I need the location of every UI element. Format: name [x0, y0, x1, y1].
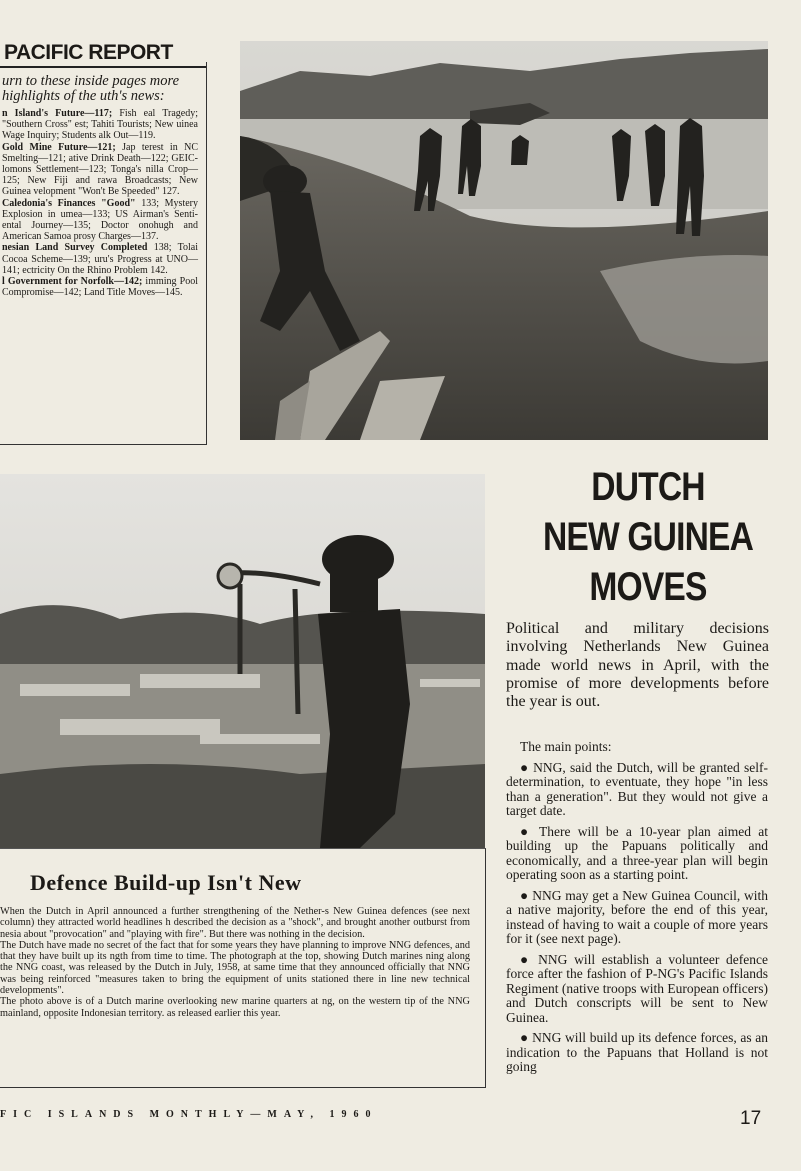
toc-entry-bold: n Island's Future—117; — [2, 108, 113, 119]
page-number: 17 — [740, 1108, 762, 1129]
toc-intro: urn to these inside pages more highlights of the uth's news: — [2, 73, 180, 104]
marine-bugler-photo — [0, 474, 485, 848]
article-intro: Political and military decisions involving Netherlands New Guinea made world news in April, with the promise of more developments before the year is out. — [506, 620, 769, 711]
toc-entry-bold: nesian Land Survey Completed — [2, 242, 148, 254]
article-headline — [510, 462, 786, 612]
defence-paragraph: When the Dutch in April announced a further strengthening of the Nether-s New Guinea defences (see next column) they attracted world headlines h described the decision as a "shock", and brought another outburst from nesia about "provocation" and "playing with fire". But there was nothing in the decision. — [0, 906, 470, 940]
main-points — [506, 740, 768, 1081]
toc-entry — [0, 108, 198, 142]
inside-pages-box — [0, 62, 207, 445]
bullet-icon: ● — [520, 823, 539, 839]
toc-entry — [0, 276, 198, 298]
point-item — [506, 1031, 768, 1075]
points-lead: The main points: — [520, 739, 612, 754]
point-text: There will be a 10-year plan aimed at building up the Papuans politically and economically, and a three-year plan will begin operating soon as a starting point. — [506, 823, 768, 882]
toc-entry-text: Fish eal Tragedy; "Southern Cross" est; Tahiti Tourists; New uinea Wage Inquiry; Students alk Out—119. — [2, 108, 199, 142]
toc-entry-bold: Caledonia's Finances "Good" — [2, 197, 136, 209]
point-text: NNG will build up its defence forces, as an indication to the Papuans that Holland is not going — [506, 1030, 769, 1074]
point-text: NNG will establish a volunteer defence force after the fashion of P-NG's Pacific Islands Regiment (native troops with European officers) and Dutch conscripts will be sent to New Guinea. — [506, 951, 769, 1025]
toc-entry — [0, 142, 198, 198]
section-title: PACIFIC REPORT — [0, 40, 206, 68]
point-text: NNG may get a New Guinea Council, with a native majority, before the end of this year, instead of having to wait a couple of more years for it (see next page). — [506, 887, 769, 946]
toc-list — [0, 108, 206, 298]
headline-line: NEW GUINEA — [543, 515, 753, 559]
toc-entry-bold: l Government for Norfolk—142; — [2, 276, 143, 288]
page-footer: FIC ISLANDS MONTHLY—MAY, 1960 — [0, 1109, 378, 1120]
defence-title: Defence Build-up Isn't New — [30, 870, 302, 895]
toc-entry-text: Jap terest in NC Smelting—121; ative Drink Death—122; GEIC-lomons Settlement—123; Tonga's nilla Crop—125; New Fiji and rawa Broadcasts; New Guinea velopment "Won't Be Speeded" 127. — [2, 141, 198, 198]
point-item — [506, 953, 768, 1026]
toc-entry — [0, 242, 198, 276]
defence-paragraph: The Dutch have made no secret of the fact that for some years they have planning to improve NNG defences, and that they have built up its ngth from time to time. The photograph at the top, showing Dutch marines ning along the NNG coast, was released by the Dutch in July, 1958, at same time that they announced officially that NNG was being reinforced "measures taken to bring the equipment of units stationed there in line new technical developments". — [0, 939, 470, 997]
bullet-icon: ● — [520, 1030, 533, 1045]
point-item — [506, 889, 768, 947]
toc-entry-bold: Gold Mine Future—121; — [2, 141, 116, 153]
defence-body — [0, 906, 470, 1019]
defence-paragraph: The photo above is of a Dutch marine overlooking new marine quarters at ng, on the western tip of the NNG mainland, opposite Indonesian territory. as released earlier this year. — [0, 996, 470, 1019]
bullet-icon: ● — [520, 759, 534, 775]
bullet-icon: ● — [520, 887, 533, 903]
point-item — [506, 825, 768, 883]
point-item — [506, 761, 768, 819]
toc-entry-text: 133; Mystery Explosion in umea—133; US Airman's Senti-ental Journey—135; Doctor onohugh and American Samoa prosy Charges—137. — [2, 197, 198, 243]
toc-entry-text: 138; Tolai Cocoa Scheme—139; uru's Progress at UNO—141; ectricity On the Rhino Problem 142. — [2, 242, 198, 276]
marines-landing-photo — [240, 41, 768, 440]
toc-entry — [0, 198, 198, 243]
headline-line: MOVES — [589, 565, 707, 609]
bullet-icon: ● — [520, 951, 539, 967]
point-text: NNG, said the Dutch, will be granted self-determination, to eventuate, they hope "in less than a generation". But they would not give a target date. — [506, 759, 768, 818]
headline-line: DUTCH — [591, 465, 705, 509]
toc-entry-text: imming Pool Compromise—142; Land Title Moves—145. — [2, 276, 199, 299]
